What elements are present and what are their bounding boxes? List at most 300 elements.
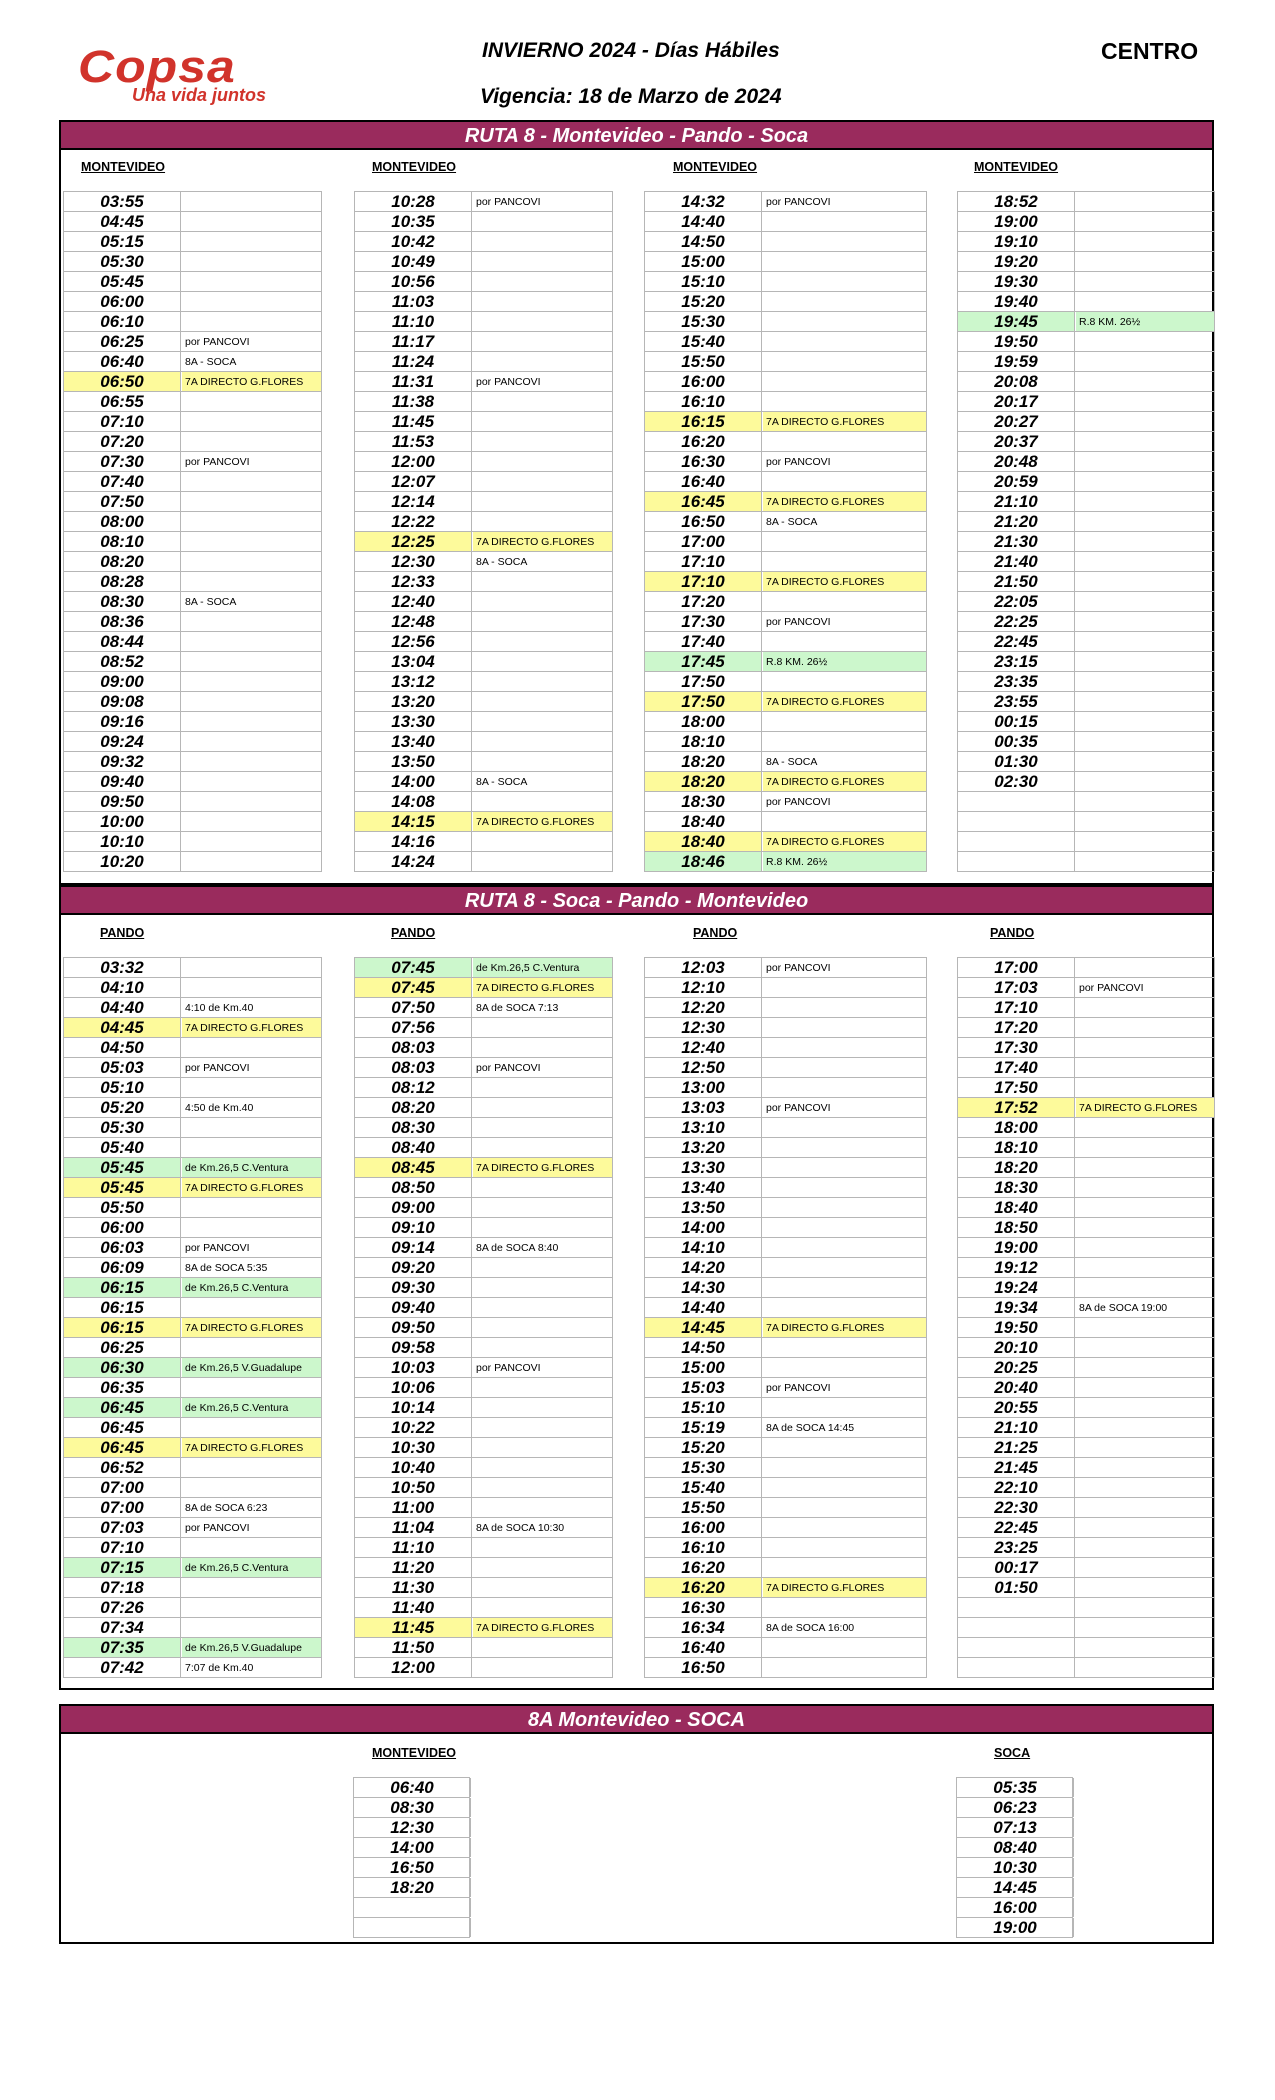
trip-note: 7A DIRECTO G.FLORES — [763, 692, 926, 711]
timetable-column — [644, 957, 927, 1678]
timetable-row — [64, 1077, 321, 1097]
departure-time: 20:08 — [958, 372, 1075, 391]
departure-time: 15:20 — [645, 1438, 762, 1457]
timetable-row — [958, 191, 1214, 211]
timetable-row — [64, 691, 321, 711]
trip-note: 8A - SOCA — [476, 776, 528, 788]
departure-time: 06:25 — [64, 1338, 181, 1357]
departure-time: 07:40 — [64, 472, 181, 491]
timetable-row — [958, 851, 1214, 871]
departure-time: 14:50 — [645, 232, 762, 251]
timetable-row — [355, 1357, 612, 1377]
trip-note: 7A DIRECTO G.FLORES — [473, 532, 612, 551]
trip-note: 8A - SOCA — [766, 516, 818, 528]
departure-time: 07:45 — [355, 978, 472, 997]
timetable-row — [355, 1217, 612, 1237]
timetable-row — [958, 651, 1214, 671]
departure-time: 11:20 — [355, 1558, 472, 1577]
timetable-row — [64, 731, 321, 751]
departure-time: 15:10 — [645, 1398, 762, 1417]
timetable-row — [957, 1917, 1072, 1937]
departure-time: 12:00 — [355, 452, 472, 471]
departure-time: 00:35 — [958, 732, 1075, 751]
timetable-row — [958, 611, 1214, 631]
timetable-row — [958, 831, 1214, 851]
timetable-row — [355, 511, 612, 531]
trip-note: por PANCOVI — [476, 1362, 541, 1374]
timetable-row — [64, 311, 321, 331]
timetable-row — [354, 1777, 469, 1797]
trip-note: 7A DIRECTO G.FLORES — [182, 372, 321, 391]
departure-time: 18:40 — [645, 812, 762, 831]
timetable-row — [958, 411, 1214, 431]
column-header: SOCA — [994, 1746, 1031, 1760]
departure-time: 22:45 — [958, 632, 1075, 651]
timetable-row — [64, 1497, 321, 1517]
departure-time: 03:55 — [64, 192, 181, 211]
timetable-row — [64, 1657, 321, 1677]
timetable-row — [645, 1457, 926, 1477]
timetable-row — [64, 1317, 321, 1337]
departure-time: 17:45 — [645, 652, 762, 671]
timetable-column — [354, 957, 613, 1678]
trip-note: 7A DIRECTO G.FLORES — [182, 1018, 321, 1037]
departure-time: 23:35 — [958, 672, 1075, 691]
departure-time — [958, 1638, 1075, 1657]
timetable-row — [355, 371, 612, 391]
timetable-row — [645, 1297, 926, 1317]
trip-note: 7A DIRECTO G.FLORES — [473, 1618, 612, 1637]
timetable-row — [645, 211, 926, 231]
departure-time: 06:40 — [354, 1778, 471, 1797]
timetable-row — [64, 711, 321, 731]
departure-time: 09:24 — [64, 732, 181, 751]
timetable-row — [64, 771, 321, 791]
departure-time: 09:08 — [64, 692, 181, 711]
trip-note: R.8 KM. 26½ — [763, 652, 926, 671]
timetable-row — [958, 451, 1214, 471]
departure-time: 16:20 — [645, 432, 762, 451]
departure-time: 09:14 — [355, 1238, 472, 1257]
departure-time: 08:52 — [64, 652, 181, 671]
timetable-row — [645, 997, 926, 1017]
trip-note: de Km.26,5 C.Ventura — [473, 958, 612, 977]
timetable-column — [63, 957, 322, 1678]
column-header: PANDO — [990, 926, 1035, 940]
departure-time: 21:10 — [958, 492, 1075, 511]
departure-time: 20:37 — [958, 432, 1075, 451]
departure-time: 12:48 — [355, 612, 472, 631]
departure-time: 08:30 — [354, 1798, 471, 1817]
timetable-row — [64, 851, 321, 871]
timetable-row — [645, 1057, 926, 1077]
timetable-row — [958, 1137, 1214, 1157]
timetable-row — [64, 231, 321, 251]
departure-time: 07:45 — [355, 958, 472, 977]
timetable-row — [355, 1457, 612, 1477]
timetable-row — [64, 1237, 321, 1257]
trip-note: 8A de SOCA 6:23 — [185, 1502, 268, 1514]
column-header: MONTEVIDEO — [974, 160, 1059, 174]
timetable-row — [958, 591, 1214, 611]
departure-time: 10:28 — [355, 192, 472, 211]
trip-note: por PANCOVI — [766, 456, 831, 468]
trip-note: por PANCOVI — [766, 1382, 831, 1394]
departure-time: 07:34 — [64, 1618, 181, 1637]
timetable-row — [645, 1537, 926, 1557]
departure-time: 16:20 — [645, 1558, 762, 1577]
timetable-row — [958, 811, 1214, 831]
departure-time: 05:30 — [64, 1118, 181, 1137]
timetable-row — [64, 491, 321, 511]
timetable-row — [645, 1357, 926, 1377]
departure-time: 15:03 — [645, 1378, 762, 1397]
timetable-row — [645, 851, 926, 871]
trip-note: 7A DIRECTO G.FLORES — [473, 812, 612, 831]
departure-time: 14:00 — [355, 772, 472, 791]
timetable-row — [958, 1577, 1214, 1597]
timetable-row — [645, 1317, 926, 1337]
timetable-row — [957, 1837, 1072, 1857]
departure-time: 19:12 — [958, 1258, 1075, 1277]
timetable-row — [64, 1557, 321, 1577]
trip-note: por PANCOVI — [185, 1062, 250, 1074]
logo-wordmark: Copsa — [78, 41, 236, 92]
departure-time: 09:50 — [64, 792, 181, 811]
departure-time: 08:03 — [355, 1058, 472, 1077]
departure-time: 13:20 — [645, 1138, 762, 1157]
timetable-row — [645, 431, 926, 451]
section-title: 8A Montevideo - SOCA — [61, 1706, 1212, 1734]
timetable-row — [355, 1617, 612, 1637]
departure-time: 18:52 — [958, 192, 1075, 211]
departure-time: 09:32 — [64, 752, 181, 771]
departure-time: 12:40 — [645, 1038, 762, 1057]
departure-time: 13:10 — [645, 1118, 762, 1137]
departure-time: 09:30 — [355, 1278, 472, 1297]
trip-note: 7A DIRECTO G.FLORES — [473, 978, 612, 997]
timetable-row — [64, 1197, 321, 1217]
timetable-row — [958, 1477, 1214, 1497]
timetable-row — [355, 1157, 612, 1177]
departure-time: 12:14 — [355, 492, 472, 511]
departure-time: 19:50 — [958, 332, 1075, 351]
departure-time — [958, 832, 1075, 851]
departure-time: 12:50 — [645, 1058, 762, 1077]
departure-time: 11:38 — [355, 392, 472, 411]
departure-time: 11:03 — [355, 292, 472, 311]
departure-time: 17:00 — [958, 958, 1075, 977]
departure-time: 12:40 — [355, 592, 472, 611]
departure-time: 16:50 — [354, 1858, 471, 1877]
timetable-row — [645, 1157, 926, 1177]
timetable-row — [958, 311, 1214, 331]
departure-time: 21:45 — [958, 1458, 1075, 1477]
departure-time: 23:55 — [958, 692, 1075, 711]
column-header: PANDO — [391, 926, 436, 940]
trip-note: por PANCOVI — [1079, 982, 1144, 994]
section-soca-montevideo — [59, 885, 1214, 1690]
timetable-row — [64, 211, 321, 231]
timetable-row — [354, 1897, 469, 1917]
departure-time: 19:00 — [958, 1238, 1075, 1257]
departure-time: 17:30 — [645, 612, 762, 631]
timetable-row — [355, 851, 612, 871]
timetable-row — [958, 1397, 1214, 1417]
departure-time: 10:00 — [64, 812, 181, 831]
departure-time: 07:10 — [64, 412, 181, 431]
departure-time: 04:40 — [64, 998, 181, 1017]
timetable-row — [64, 1637, 321, 1657]
departure-time: 17:00 — [645, 532, 762, 551]
departure-time: 04:10 — [64, 978, 181, 997]
timetable-row — [64, 1017, 321, 1037]
trip-note: por PANCOVI — [766, 796, 831, 808]
timetable-row — [958, 291, 1214, 311]
departure-time: 13:30 — [355, 712, 472, 731]
departure-time: 17:10 — [645, 572, 762, 591]
departure-time: 03:32 — [64, 958, 181, 977]
departure-time: 15:00 — [645, 1358, 762, 1377]
departure-time: 19:00 — [958, 212, 1075, 231]
timetable-row — [958, 1297, 1214, 1317]
timetable-row — [355, 551, 612, 571]
departure-time: 07:50 — [64, 492, 181, 511]
departure-time: 16:00 — [645, 1518, 762, 1537]
departure-time: 19:34 — [958, 1298, 1075, 1317]
trip-note: 7A DIRECTO G.FLORES — [763, 572, 926, 591]
timetable-row — [355, 391, 612, 411]
timetable-row — [354, 1817, 469, 1837]
column-header: PANDO — [100, 926, 145, 940]
timetable-row — [958, 331, 1214, 351]
timetable-row — [957, 1817, 1072, 1837]
departure-time: 18:46 — [645, 852, 762, 871]
departure-time: 16:50 — [645, 512, 762, 531]
timetable-row — [958, 351, 1214, 371]
departure-time: 11:31 — [355, 372, 472, 391]
departure-time: 05:30 — [64, 252, 181, 271]
departure-time: 12:03 — [645, 958, 762, 977]
departure-time: 09:00 — [355, 1198, 472, 1217]
timetable-row — [355, 691, 612, 711]
departure-time: 08:20 — [355, 1098, 472, 1117]
departure-time: 18:20 — [958, 1158, 1075, 1177]
timetable-row — [645, 1377, 926, 1397]
departure-time: 05:10 — [64, 1078, 181, 1097]
trip-note: por PANCOVI — [766, 962, 831, 974]
departure-time: 15:10 — [645, 272, 762, 291]
timetable-row — [64, 1457, 321, 1477]
timetable-row — [64, 531, 321, 551]
timetable-row — [355, 1137, 612, 1157]
timetable-row — [64, 471, 321, 491]
timetable-row — [958, 1077, 1214, 1097]
timetable-row — [645, 791, 926, 811]
timetable-row — [355, 351, 612, 371]
departure-time: 09:40 — [355, 1298, 472, 1317]
departure-time: 22:10 — [958, 1478, 1075, 1497]
departure-time: 14:24 — [355, 852, 472, 871]
departure-time: 16:00 — [957, 1898, 1074, 1917]
departure-time: 06:50 — [64, 372, 181, 391]
timetable-row — [645, 631, 926, 651]
timetable-row — [64, 957, 321, 977]
timetable-row — [645, 511, 926, 531]
departure-time: 08:20 — [64, 552, 181, 571]
timetable-row — [958, 957, 1214, 977]
timetable-row — [355, 1637, 612, 1657]
departure-time: 20:10 — [958, 1338, 1075, 1357]
departure-time: 10:10 — [64, 832, 181, 851]
timetable-row — [645, 451, 926, 471]
departure-time: 15:40 — [645, 332, 762, 351]
departure-time: 17:20 — [958, 1018, 1075, 1037]
departure-time: 13:00 — [645, 1078, 762, 1097]
timetable-row — [645, 591, 926, 611]
timetable-row — [645, 1117, 926, 1137]
departure-time: 17:30 — [958, 1038, 1075, 1057]
timetable-row — [958, 571, 1214, 591]
departure-time: 15:00 — [645, 252, 762, 271]
departure-time: 23:25 — [958, 1538, 1075, 1557]
timetable-row — [958, 1157, 1214, 1177]
departure-time: 10:03 — [355, 1358, 472, 1377]
timetable-row — [958, 1197, 1214, 1217]
column-header: PANDO — [693, 926, 738, 940]
timetable-row — [957, 1877, 1072, 1897]
timetable-row — [645, 1417, 926, 1437]
departure-time: 10:40 — [355, 1458, 472, 1477]
timetable-row — [645, 331, 926, 351]
timetable-row — [64, 1057, 321, 1077]
departure-time: 08:00 — [64, 512, 181, 531]
timetable-row — [355, 1257, 612, 1277]
timetable-row — [64, 1417, 321, 1437]
departure-time: 14:30 — [645, 1278, 762, 1297]
timetable-column — [956, 1777, 1073, 1938]
validity-date: Vigencia: 18 de Marzo de 2024 — [480, 85, 782, 108]
timetable-row — [355, 1237, 612, 1257]
timetable-row — [355, 1597, 612, 1617]
departure-time: 05:35 — [957, 1778, 1074, 1797]
timetable-row — [645, 1177, 926, 1197]
departure-time: 21:40 — [958, 552, 1075, 571]
departure-time: 07:15 — [64, 1558, 181, 1577]
timetable-row — [355, 1537, 612, 1557]
departure-time: 05:45 — [64, 272, 181, 291]
departure-time: 13:40 — [355, 732, 472, 751]
departure-time: 08:30 — [64, 592, 181, 611]
timetable-row — [355, 251, 612, 271]
departure-time: 12:30 — [645, 1018, 762, 1037]
timetable-row — [958, 1337, 1214, 1357]
timetable-row — [645, 191, 926, 211]
departure-time: 08:28 — [64, 572, 181, 591]
departure-time: 14:45 — [957, 1878, 1074, 1897]
departure-time — [958, 1618, 1075, 1637]
timetable-row — [645, 1137, 926, 1157]
timetable-row — [355, 1057, 612, 1077]
timetable-row — [958, 631, 1214, 651]
timetable-row — [64, 1297, 321, 1317]
timetable-row — [645, 531, 926, 551]
departure-time: 14:20 — [645, 1258, 762, 1277]
departure-time: 12:56 — [355, 632, 472, 651]
departure-time: 05:50 — [64, 1198, 181, 1217]
departure-time: 14:50 — [645, 1338, 762, 1357]
departure-time: 16:10 — [645, 1538, 762, 1557]
departure-time: 13:40 — [645, 1178, 762, 1197]
timetable-row — [958, 1257, 1214, 1277]
timetable-row — [958, 1417, 1214, 1437]
timetable-row — [645, 1637, 926, 1657]
departure-time: 06:55 — [64, 392, 181, 411]
timetable-row — [355, 1437, 612, 1457]
timetable-row — [645, 571, 926, 591]
timetable-row — [64, 411, 321, 431]
trip-note: 7A DIRECTO G.FLORES — [763, 832, 926, 851]
departure-time: 17:10 — [958, 998, 1075, 1017]
departure-time: 18:20 — [645, 772, 762, 791]
timetable-row — [645, 1397, 926, 1417]
timetable-row — [645, 1437, 926, 1457]
timetable-row — [958, 1517, 1214, 1537]
timetable-row — [355, 1037, 612, 1057]
departure-time: 12:00 — [355, 1658, 472, 1677]
departure-time: 06:25 — [64, 332, 181, 351]
timetable-row — [645, 611, 926, 631]
timetable-row — [64, 551, 321, 571]
departure-time: 13:30 — [645, 1158, 762, 1177]
trip-note: de Km.26,5 C.Ventura — [182, 1278, 321, 1297]
departure-time: 18:20 — [645, 752, 762, 771]
departure-time: 16:10 — [645, 392, 762, 411]
timetable-row — [645, 651, 926, 671]
timetable-row — [645, 1517, 926, 1537]
timetable-row — [958, 1277, 1214, 1297]
column-header: MONTEVIDEO — [372, 1746, 457, 1760]
departure-time: 11:45 — [355, 412, 472, 431]
timetable-row — [355, 1417, 612, 1437]
timetable-row — [64, 977, 321, 997]
trip-note: 7A DIRECTO G.FLORES — [1076, 1098, 1214, 1117]
departure-time: 07:00 — [64, 1498, 181, 1517]
timetable-column — [957, 957, 1215, 1678]
trip-note: 7A DIRECTO G.FLORES — [763, 492, 926, 511]
departure-time: 16:45 — [645, 492, 762, 511]
departure-time: 14:00 — [645, 1218, 762, 1237]
timetable-row — [355, 1317, 612, 1337]
timetable-row — [958, 1117, 1214, 1137]
departure-time: 21:20 — [958, 512, 1075, 531]
timetable-row — [64, 191, 321, 211]
timetable-column — [644, 191, 927, 872]
timetable-row — [645, 1257, 926, 1277]
trip-note: 8A - SOCA — [766, 756, 818, 768]
timetable-row — [645, 471, 926, 491]
timetable-row — [355, 231, 612, 251]
timetable-row — [355, 1277, 612, 1297]
trip-note: de Km.26,5 C.Ventura — [182, 1398, 321, 1417]
trip-note: 7A DIRECTO G.FLORES — [182, 1178, 321, 1197]
timetable-row — [64, 571, 321, 591]
departure-time: 12:20 — [645, 998, 762, 1017]
departure-time: 14:16 — [355, 832, 472, 851]
trip-note: por PANCOVI — [766, 196, 831, 208]
timetable-row — [645, 1577, 926, 1597]
timetable-row — [355, 791, 612, 811]
